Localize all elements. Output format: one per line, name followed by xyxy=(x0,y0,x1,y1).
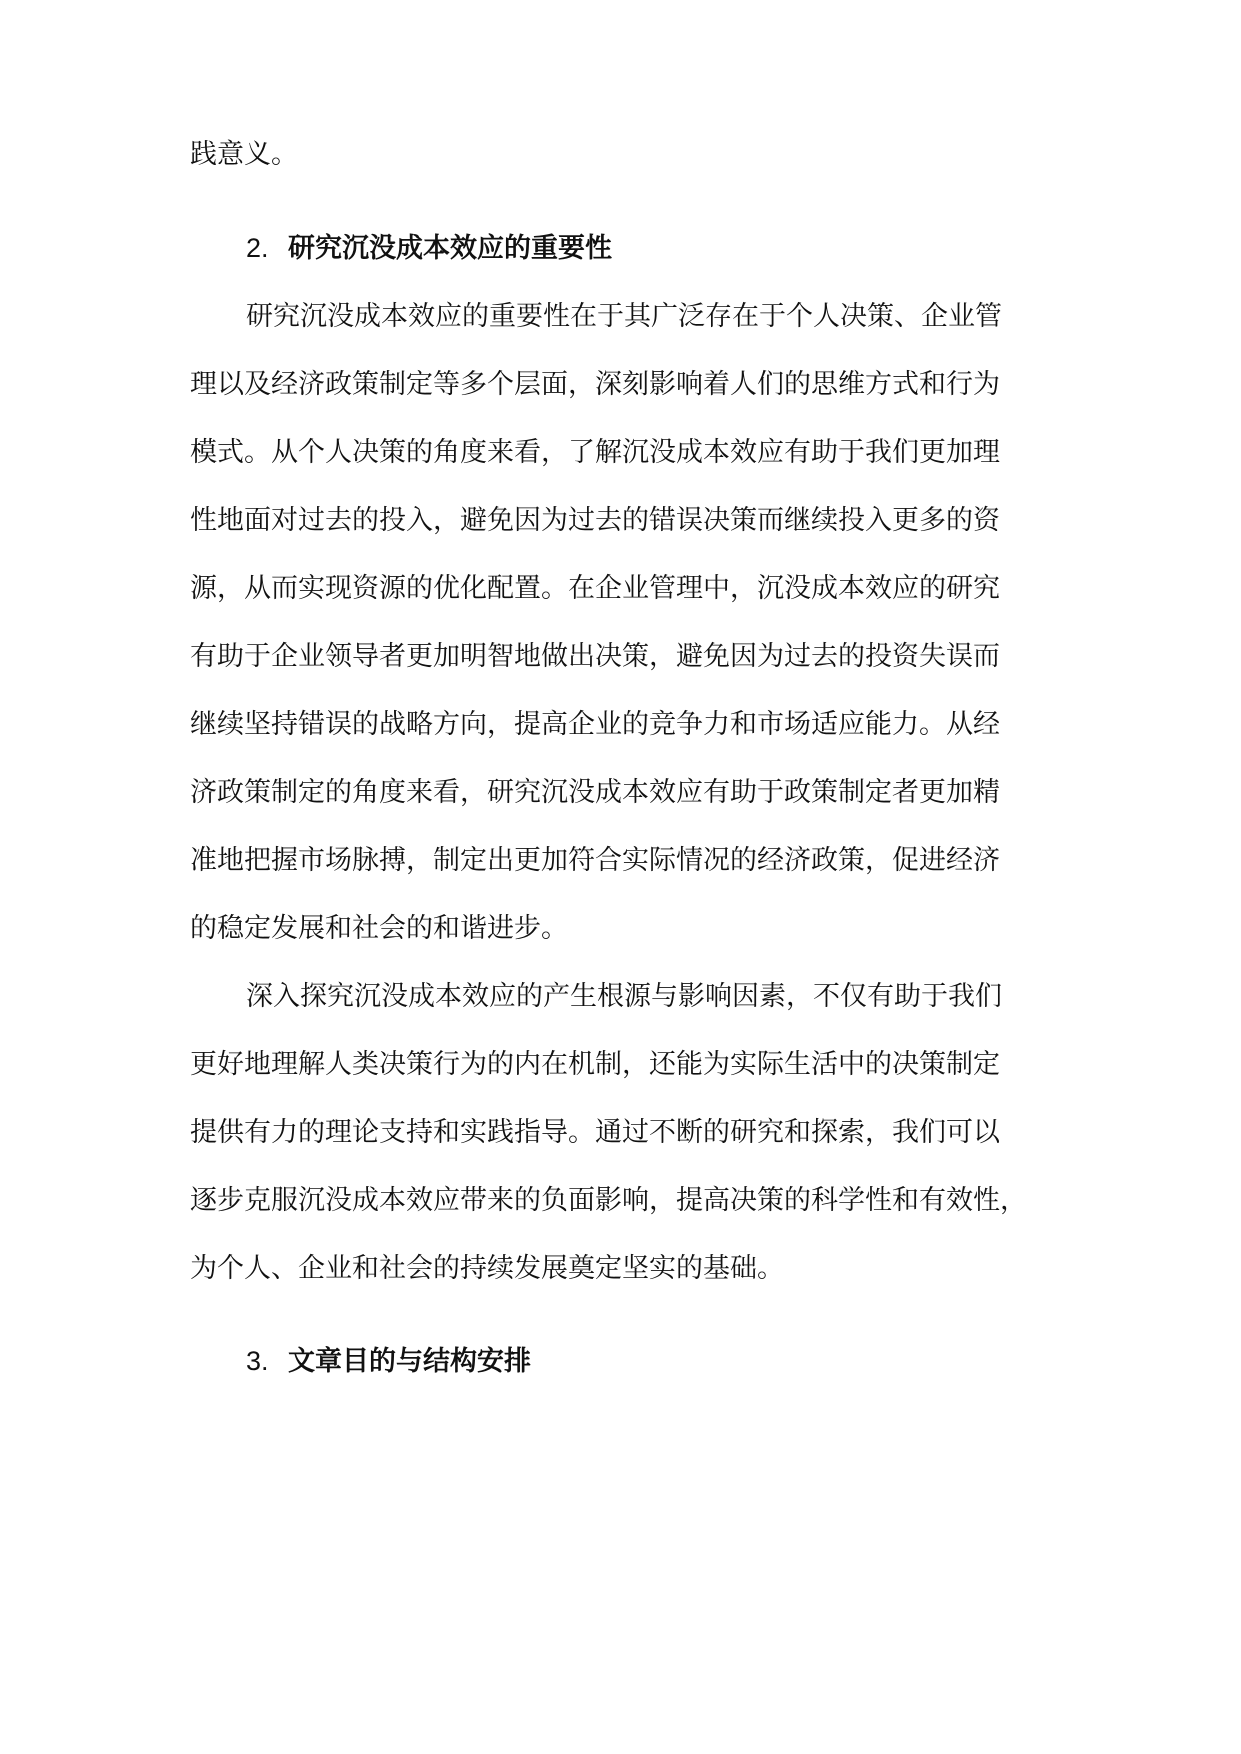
paragraph-line: 继续坚持错误的战略方向，提高企业的竞争力和市场适应能力。从经 xyxy=(190,709,1000,740)
paragraph-line: 源，从而实现资源的优化配置。在企业管理中，沉没成本效应的研究 xyxy=(190,573,1000,604)
paragraph-fragment: 践意义。 xyxy=(190,139,298,170)
section-number: 3. xyxy=(246,1346,269,1376)
paragraph-line: 有助于企业领导者更加明智地做出决策，避免因为过去的投资失误而 xyxy=(190,641,1000,672)
paragraph-line: 更好地理解人类决策行为的内在机制，还能为实际生活中的决策制定 xyxy=(190,1049,1000,1080)
paragraph-line: 济政策制定的角度来看，研究沉没成本效应有助于政策制定者更加精 xyxy=(190,777,1000,808)
paragraph-line: 性地面对过去的投入，避免因为过去的错误决策而继续投入更多的资 xyxy=(190,505,1000,536)
paragraph-line: 逐步克服沉没成本效应带来的负面影响，提高决策的科学性和有效性， xyxy=(190,1185,1027,1216)
paragraph-line: 深入探究沉没成本效应的产生根源与影响因素，不仅有助于我们 xyxy=(246,981,1002,1012)
paragraph-line: 准地把握市场脉搏，制定出更加符合实际情况的经济政策，促进经济 xyxy=(190,845,1000,876)
section-title: 文章目的与结构安排 xyxy=(288,1346,531,1377)
section-heading-3 xyxy=(246,1344,531,1379)
paragraph-line: 的稳定发展和社会的和谐进步。 xyxy=(190,913,568,944)
paragraph-line: 研究沉没成本效应的重要性在于其广泛存在于个人决策、企业管 xyxy=(246,301,1002,332)
paragraph-line: 为个人、企业和社会的持续发展奠定坚实的基础。 xyxy=(190,1253,784,1284)
paragraph-line: 模式。从个人决策的角度来看，了解沉没成本效应有助于我们更加理 xyxy=(190,437,1000,468)
section-heading-2 xyxy=(246,231,612,266)
paragraph-line: 提供有力的理论支持和实践指导。通过不断的研究和探索，我们可以 xyxy=(190,1117,1000,1148)
section-title: 研究沉没成本效应的重要性 xyxy=(288,233,612,264)
paragraph-line: 理以及经济政策制定等多个层面，深刻影响着人们的思维方式和行为 xyxy=(190,369,1000,400)
section-number: 2. xyxy=(246,233,269,263)
